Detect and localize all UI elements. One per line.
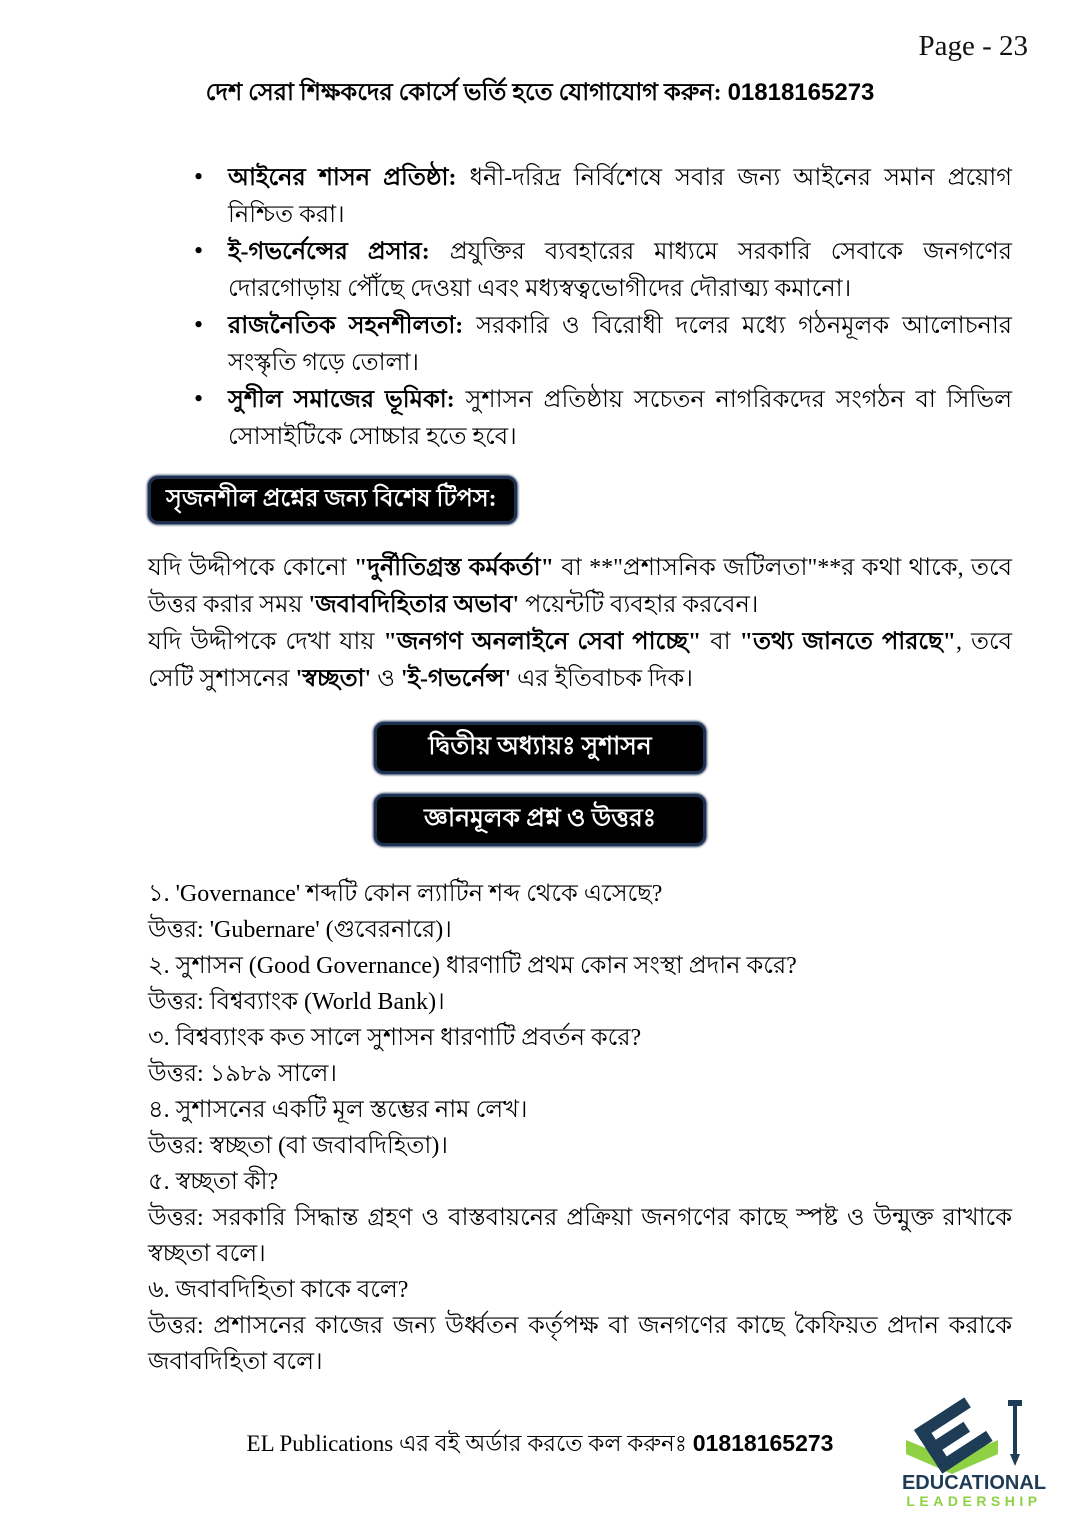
- tips-text: , তবে সেটি সুশাসনের: [148, 629, 1013, 692]
- bullet-body: প্রযুক্তির ব্যবহারের মাধ্যমে সরকারি সেবাকে জনগণের দোরগোড়ায় পৌঁছে দেওয়া এবং মধ্যস্বত্বভোগীদের দৌরাত্ম্য কমানো।: [228, 239, 1012, 302]
- el-logo-mark: [884, 1374, 1064, 1509]
- section-banner-bold: জ্ঞানমূলক প্রশ্ন: [423, 805, 561, 832]
- qa-answer: উত্তর: ১৯৮৯ সালে।: [148, 1061, 337, 1087]
- logo-leadership-text: LEADERSHIP: [906, 1493, 1042, 1509]
- content-column: [0, 160, 1080, 698]
- tips-keyword: 'জবাবদিহিতার অভাব': [308, 592, 520, 618]
- tips-text: যদি উদ্দীপকে দেখা যায়: [148, 629, 384, 655]
- contact-header-text: দেশ সেরা শিক্ষকদের কোর্সে ভর্তি হতে যোগাযোগ করুন:: [205, 80, 728, 106]
- qa-question: ৪. সুশাসনের একটি মূল স্তম্ভের নাম লেখ।: [148, 1097, 528, 1123]
- chapter-banner: দ্বিতীয় অধ্যায়ঃ সুশাসন: [374, 722, 706, 774]
- tips-text: এর ইতিবাচক দিক।: [511, 666, 693, 692]
- qa-answer: উত্তর: বিশ্বব্যাংক (World Bank)।: [148, 989, 445, 1015]
- qa-question: ১. 'Governance' শব্দটি কোন ল্যাটিন শব্দ থেকে এসেছে?: [148, 881, 663, 907]
- tips-text: যদি উদ্দীপকে কোনো: [148, 555, 355, 581]
- contact-header-phone: 01818165273: [727, 79, 875, 106]
- bullet-icon: •: [194, 384, 204, 413]
- list-item: [194, 234, 1012, 308]
- qa-question: ২. সুশাসন (Good Governance) ধারণাটি প্রথম কোন সংস্থা প্রদান করে?: [148, 953, 797, 979]
- bullet-title: ই-গভর্নেন্সের প্রসার:: [228, 239, 430, 265]
- bullet-icon: •: [194, 236, 204, 265]
- bullet-title: সুশীল সমাজের ভূমিকা:: [228, 387, 455, 413]
- tips-text: পয়েন্টটি ব্যবহার করবেন।: [519, 592, 759, 618]
- bullet-icon: •: [194, 310, 204, 339]
- el-logo: [884, 1374, 1064, 1516]
- bullet-body: সরকারি ও বিরোধী দলের মধ্যে গঠনমূলক আলোচনার সংস্কৃতি গড়ে তোলা।: [228, 313, 1013, 376]
- tips-keyword: "দুর্নীতিগ্রস্ত কর্মকর্তা": [354, 555, 554, 581]
- qa-answer: উত্তর: সরকারি সিদ্ধান্ত গ্রহণ ও বাস্তবায়নের প্রক্রিয়া জনগণের কাছে স্পষ্ট ও উন্মুক্ত রাখাকে স্বচ্ছতা বলে।: [148, 1205, 1012, 1267]
- bullet-title: রাজনৈতিক সহনশীলতা:: [228, 313, 464, 339]
- list-item: [194, 382, 1012, 456]
- governance-pillars-list: [148, 160, 1012, 456]
- tassel-icon: [1008, 1400, 1022, 1466]
- qa-answer: উত্তর: 'Gubernare' (গুবেরনারে)।: [148, 917, 452, 943]
- tips-keyword: 'স্বচ্ছতা': [295, 666, 372, 692]
- qa-question: ৩. বিশ্বব্যাংক কত সালে সুশাসন ধারণাটি প্রবর্তন করে?: [148, 1025, 642, 1051]
- tips-line: [148, 624, 1012, 698]
- tips-text: ও: [371, 666, 401, 692]
- contact-header: [40, 76, 1040, 110]
- logo-educational-text: EDUCATIONAL: [901, 1472, 1047, 1494]
- section-banner-row: [0, 794, 1080, 846]
- chapter-banner-row: [0, 722, 1080, 774]
- bullet-body: ধনী-দরিদ্র নির্বিশেষে সবার জন্য আইনের সমান প্রয়োগ নিশ্চিত করা।: [228, 165, 1012, 228]
- footer-order-text: এর বই অর্ডার করতে কল করুনঃ: [393, 1431, 693, 1456]
- qa-question: ৫. স্বচ্ছতা কী?: [148, 1169, 279, 1195]
- tips-line: [148, 550, 1012, 624]
- tips-badge-row: [148, 476, 1012, 524]
- qa-answer: উত্তর: প্রশাসনের কাজের জন্য উর্ধ্বতন কর্তৃপক্ষ বা জনগণের কাছে কৈফিয়ত প্রদান করাকে জবাবদিহিতা বলে।: [148, 1313, 1012, 1375]
- section-banner-rest: ও উত্তরঃ: [560, 805, 657, 832]
- tips-keyword: 'ই-গভর্নেন্স': [400, 666, 512, 692]
- list-item: [194, 160, 1012, 234]
- footer-phone: 01818165273: [692, 1430, 834, 1456]
- bullet-title: আইনের শাসন প্রতিষ্ঠা:: [228, 165, 457, 191]
- footer-publisher: EL Publications: [246, 1431, 394, 1456]
- tips-text: বা: [701, 629, 740, 655]
- bullet-icon: •: [194, 162, 204, 191]
- page-number: Page - 23: [918, 30, 1028, 62]
- tips-keyword: "জনগণ অনলাইনে সেবা পাচ্ছে": [383, 629, 702, 655]
- tips-text: বা **"প্রশাসনিক জটিলতা"**র কথা থাকে, তবে উত্তর করার সময়: [148, 555, 1013, 618]
- tips-keyword: "তথ্য জানতে পারছে": [739, 629, 956, 655]
- section-banner: [374, 794, 706, 846]
- bullet-body: সুশাসন প্রতিষ্ঠায় সচেতন নাগরিকদের সংগঠন বা সিভিল সোসাইটিকে সোচ্চার হতে হবে।: [228, 387, 1012, 450]
- tips-paragraphs: [148, 550, 1012, 698]
- tips-badge: সৃজনশীল প্রশ্নের জন্য বিশেষ টিপস:: [148, 476, 517, 524]
- qa-list: [148, 876, 1012, 1380]
- qa-question: ৬. জবাবদিহিতা কাকে বলে?: [148, 1277, 409, 1303]
- qa-answer: উত্তর: স্বচ্ছতা (বা জবাবদিহিতা)।: [148, 1133, 448, 1159]
- list-item: [194, 308, 1013, 382]
